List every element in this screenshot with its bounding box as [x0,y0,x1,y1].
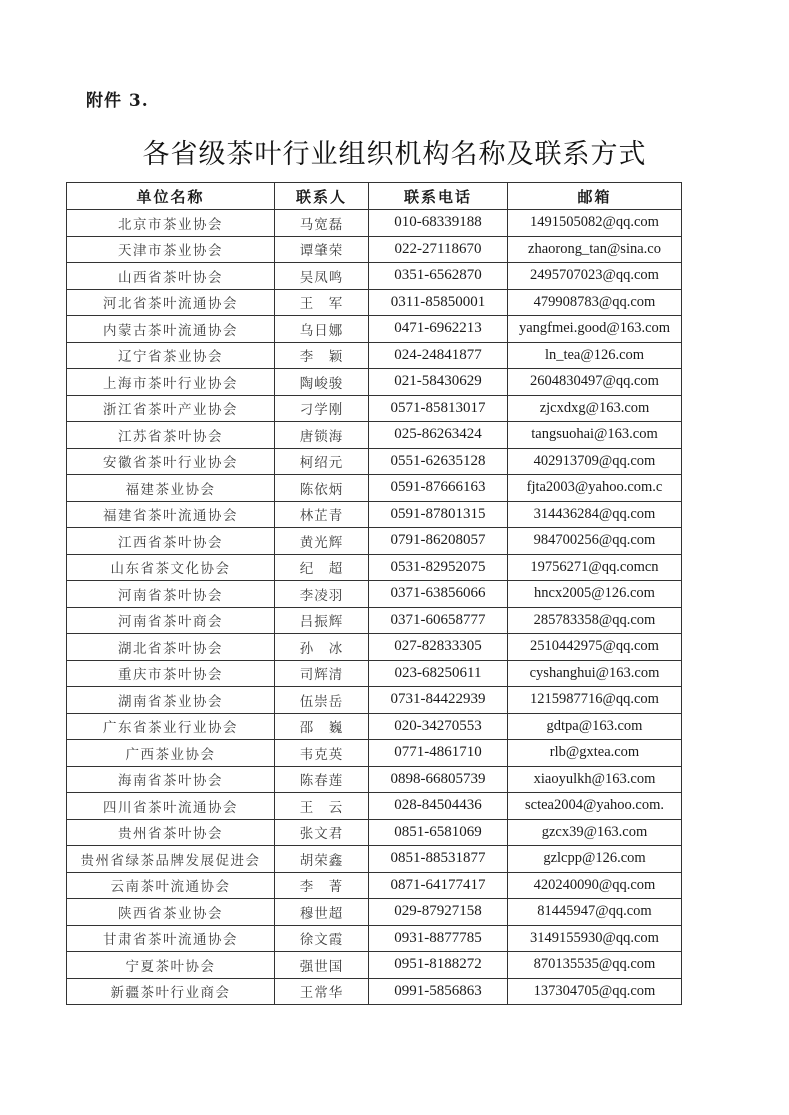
table-row [67,263,682,290]
unit-cell: 甘肃省茶叶流通协会 [67,925,275,952]
unit-cell: 贵州省绿茶品牌发展促进会 [67,846,275,873]
email-cell: 3149155930@qq.com [508,925,682,952]
contact-person-cell: 王常华 [275,978,369,1005]
table-row [67,289,682,316]
phone-cell: 020-34270553 [369,713,508,740]
contact-person-cell: 陈依炳 [275,475,369,502]
contact-person-cell: 李 颖 [275,342,369,369]
contact-person-cell: 谭肇荣 [275,236,369,263]
table-row [67,210,682,237]
column-header-contact: 联系人 [275,183,369,210]
unit-cell: 河北省茶叶流通协会 [67,289,275,316]
table-row [67,554,682,581]
email-cell: hncx2005@126.com [508,581,682,608]
phone-cell: 0591-87801315 [369,501,508,528]
contact-person-cell: 张文君 [275,819,369,846]
phone-cell: 0851-6581069 [369,819,508,846]
unit-cell: 内蒙古茶叶流通协会 [67,316,275,343]
contact-person-cell: 李凌羽 [275,581,369,608]
email-cell: gzlcpp@126.com [508,846,682,873]
table-row [67,475,682,502]
table-row [67,687,682,714]
contact-person-cell: 穆世超 [275,899,369,926]
email-cell: 285783358@qq.com [508,607,682,634]
table-row [67,422,682,449]
table-row [67,607,682,634]
phone-cell: 021-58430629 [369,369,508,396]
phone-cell: 010-68339188 [369,210,508,237]
contact-person-cell: 邵 巍 [275,713,369,740]
email-cell: ln_tea@126.com [508,342,682,369]
phone-cell: 0898-66805739 [369,766,508,793]
email-cell: 19756271@qq.comcn [508,554,682,581]
unit-cell: 广东省茶业行业协会 [67,713,275,740]
table-row [67,634,682,661]
unit-cell: 新疆茶叶行业商会 [67,978,275,1005]
email-cell: cyshanghui@163.com [508,660,682,687]
phone-cell: 0351-6562870 [369,263,508,290]
table-row [67,872,682,899]
unit-cell: 湖南省茶业协会 [67,687,275,714]
email-cell: fjta2003@yahoo.com.c [508,475,682,502]
email-cell: 137304705@qq.com [508,978,682,1005]
phone-cell: 0951-8188272 [369,952,508,979]
contact-person-cell: 黄光辉 [275,528,369,555]
table-row [67,766,682,793]
unit-cell: 宁夏茶叶协会 [67,952,275,979]
table-row [67,925,682,952]
contact-person-cell: 马宽磊 [275,210,369,237]
table-row [67,528,682,555]
unit-cell: 福建省茶叶流通协会 [67,501,275,528]
table-row [67,899,682,926]
email-cell: gdtpa@163.com [508,713,682,740]
unit-cell: 云南茶叶流通协会 [67,872,275,899]
table-row [67,448,682,475]
phone-cell: 0371-60658777 [369,607,508,634]
table-header-row [67,183,682,210]
contact-person-cell: 强世国 [275,952,369,979]
table-row [67,581,682,608]
phone-cell: 022-27118670 [369,236,508,263]
table-row [67,501,682,528]
phone-cell: 0771-4861710 [369,740,508,767]
phone-cell: 0871-64177417 [369,872,508,899]
table-row [67,793,682,820]
table-row [67,236,682,263]
unit-cell: 河南省茶叶协会 [67,581,275,608]
phone-cell: 024-24841877 [369,342,508,369]
contact-person-cell: 林芷青 [275,501,369,528]
email-cell: yangfmei.good@163.com [508,316,682,343]
phone-cell: 0551-62635128 [369,448,508,475]
email-cell: zhaorong_tan@sina.co [508,236,682,263]
unit-cell: 福建茶业协会 [67,475,275,502]
unit-cell: 广西茶业协会 [67,740,275,767]
table-row [67,952,682,979]
email-cell: 870135535@qq.com [508,952,682,979]
phone-cell: 0591-87666163 [369,475,508,502]
table-row [67,846,682,873]
phone-cell: 025-86263424 [369,422,508,449]
unit-cell: 重庆市茶叶协会 [67,660,275,687]
unit-cell: 贵州省茶叶协会 [67,819,275,846]
phone-cell: 0471-6962213 [369,316,508,343]
contact-person-cell: 王 云 [275,793,369,820]
phone-cell: 0851-88531877 [369,846,508,873]
contact-person-cell: 纪 超 [275,554,369,581]
unit-cell: 河南省茶叶商会 [67,607,275,634]
unit-cell: 湖北省茶叶协会 [67,634,275,661]
unit-cell: 北京市茶业协会 [67,210,275,237]
phone-cell: 028-84504436 [369,793,508,820]
unit-cell: 上海市茶叶行业协会 [67,369,275,396]
contact-person-cell: 司辉清 [275,660,369,687]
email-cell: sctea2004@yahoo.com. [508,793,682,820]
contact-person-cell: 陈春莲 [275,766,369,793]
contact-person-cell: 刁学刚 [275,395,369,422]
unit-cell: 四川省茶叶流通协会 [67,793,275,820]
attachment-label: 附件 3. [86,91,149,111]
contact-person-cell: 伍崇岳 [275,687,369,714]
table-row [67,369,682,396]
email-cell: 314436284@qq.com [508,501,682,528]
table-row [67,978,682,1005]
column-header-phone: 联系电话 [369,183,508,210]
table-row [67,740,682,767]
email-cell: 1215987716@qq.com [508,687,682,714]
phone-cell: 0311-85850001 [369,289,508,316]
phone-cell: 0731-84422939 [369,687,508,714]
email-cell: 402913709@qq.com [508,448,682,475]
contact-person-cell: 唐锁海 [275,422,369,449]
table-row [67,342,682,369]
email-cell: 1491505082@qq.com [508,210,682,237]
email-cell: zjcxdxg@163.com [508,395,682,422]
email-cell: 2495707023@qq.com [508,263,682,290]
unit-cell: 陕西省茶业协会 [67,899,275,926]
unit-cell: 辽宁省茶业协会 [67,342,275,369]
phone-cell: 0571-85813017 [369,395,508,422]
phone-cell: 0991-5856863 [369,978,508,1005]
table-row [67,316,682,343]
column-header-unit: 单位名称 [67,183,275,210]
phone-cell: 0931-8877785 [369,925,508,952]
email-cell: 81445947@qq.com [508,899,682,926]
phone-cell: 0371-63856066 [369,581,508,608]
unit-cell: 天津市茶业协会 [67,236,275,263]
table-row [67,395,682,422]
contact-person-cell: 胡荣鑫 [275,846,369,873]
unit-cell: 江苏省茶叶协会 [67,422,275,449]
contact-person-cell: 李 菁 [275,872,369,899]
contact-person-cell: 徐文霞 [275,925,369,952]
contact-person-cell: 吴凤鸣 [275,263,369,290]
unit-cell: 海南省茶叶协会 [67,766,275,793]
email-cell: gzcx39@163.com [508,819,682,846]
table-row [67,660,682,687]
contact-person-cell: 孙 冰 [275,634,369,661]
phone-cell: 0531-82952075 [369,554,508,581]
column-header-email: 邮箱 [508,183,682,210]
phone-cell: 023-68250611 [369,660,508,687]
table-row [67,713,682,740]
unit-cell: 山东省茶文化协会 [67,554,275,581]
unit-cell: 江西省茶叶协会 [67,528,275,555]
phone-cell: 029-87927158 [369,899,508,926]
email-cell: 479908783@qq.com [508,289,682,316]
email-cell: tangsuohai@163.com [508,422,682,449]
contact-person-cell: 王 军 [275,289,369,316]
unit-cell: 安徽省茶叶行业协会 [67,448,275,475]
contact-person-cell: 柯绍元 [275,448,369,475]
contact-person-cell: 陶峻骏 [275,369,369,396]
email-cell: xiaoyulkh@163.com [508,766,682,793]
contacts-table [66,182,682,1005]
email-cell: 984700256@qq.com [508,528,682,555]
email-cell: rlb@gxtea.com [508,740,682,767]
email-cell: 2604830497@qq.com [508,369,682,396]
contact-person-cell: 韦克英 [275,740,369,767]
email-cell: 2510442975@qq.com [508,634,682,661]
phone-cell: 0791-86208057 [369,528,508,555]
email-cell: 420240090@qq.com [508,872,682,899]
contact-person-cell: 吕振辉 [275,607,369,634]
unit-cell: 山西省茶叶协会 [67,263,275,290]
contact-person-cell: 乌日娜 [275,316,369,343]
phone-cell: 027-82833305 [369,634,508,661]
table-row [67,819,682,846]
unit-cell: 浙江省茶叶产业协会 [67,395,275,422]
document-title: 各省级茶叶行业组织机构名称及联系方式 [142,139,647,170]
